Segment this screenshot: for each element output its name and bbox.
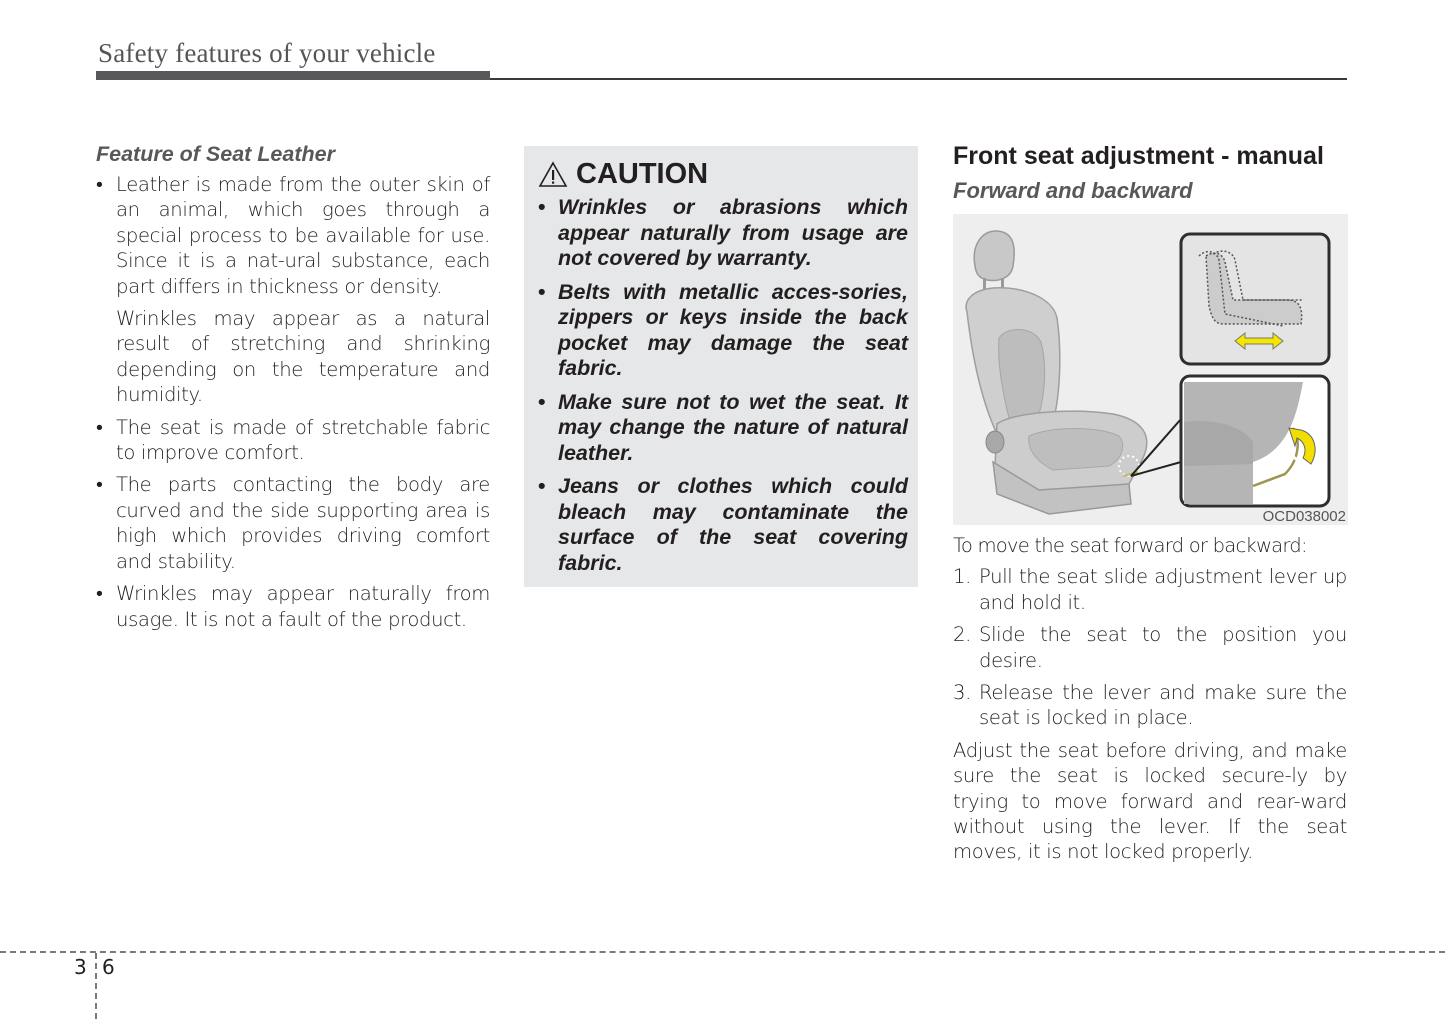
step-number: 2.: [953, 623, 971, 647]
caution-item-text: Jeans or clothes which could bleach may contaminate the surface of the seat covering fabric.: [558, 474, 908, 575]
chapter-number: 3: [74, 955, 87, 979]
seat-adjustment-instructions: [953, 533, 1347, 865]
bullet-icon: •: [96, 173, 103, 196]
running-header-title: Safety features of your vehicle: [98, 38, 436, 68]
list-item-text: Leather is made from the outer skin of an animal, which goes through a special process to be available for use. Since it is a nat-ural substance, each part differs in thickness or density.: [116, 173, 490, 298]
list-item: [96, 472, 490, 574]
steps-list: [953, 564, 1347, 730]
list-item: [538, 474, 908, 576]
list-item: [538, 280, 908, 382]
caution-item-text: Wrinkles or abrasions which appear naturally from usage are not covered by warranty.: [558, 195, 908, 270]
page-number: 6: [102, 955, 115, 979]
list-item-text: The seat is made of stretchable fabric to improve comfort.: [116, 415, 490, 465]
figure-code: OCD038002: [1262, 508, 1346, 525]
closing-paragraph: Adjust the seat before driving, and make sure the seat is locked secure-ly by trying to move forward and rear-ward without using the lever. If the seat moves, it is not locked properly.: [953, 738, 1347, 864]
seat-illustration: [953, 214, 1348, 525]
warning-triangle-icon: [538, 161, 568, 188]
list-item: [953, 564, 1347, 615]
bullet-icon: •: [96, 582, 103, 606]
section-subtitle: Forward and backward: [953, 178, 1193, 203]
footer-dashed-divider: [95, 953, 97, 1019]
list-item: [538, 195, 908, 272]
footer-dashed-rule: [0, 951, 1445, 953]
bullet-icon: •: [96, 415, 103, 439]
caution-item-text: Make sure not to wet the seat. It may change the nature of natural leather.: [558, 389, 908, 465]
list-item: [96, 172, 490, 408]
step-text: Release the lever and make sure the seat is locked in place.: [979, 681, 1347, 730]
list-item: [96, 581, 490, 632]
list-item-text: Wrinkles may appear as a natural result of stretching and shrinking depending on the temperature and humidity.: [116, 307, 490, 407]
caution-title: CAUTION: [576, 157, 709, 190]
list-item: [538, 390, 908, 467]
list-item: [953, 622, 1347, 673]
seat-drawing: [953, 214, 1348, 525]
bullet-icon: •: [538, 389, 546, 414]
header-bar: [96, 71, 490, 80]
header-rule: [490, 78, 1347, 80]
list-item: [953, 680, 1347, 731]
list-item-text: The parts contacting the body are curved and the side supporting area is high which provides driving comfort and stability.: [116, 473, 490, 573]
bullet-icon: •: [538, 195, 546, 219]
step-number: 1.: [953, 565, 971, 589]
caution-box: [524, 146, 918, 587]
list-item-text: Wrinkles may appear naturally from usage. It is not a fault of the product.: [116, 582, 490, 631]
leather-bullet-list: [96, 172, 490, 632]
bullet-icon: •: [538, 279, 546, 304]
bullet-icon: •: [538, 474, 546, 498]
step-text: Pull the seat slide adjustment lever up and hold it.: [979, 565, 1347, 614]
section-title: Front seat adjustment - manual: [953, 142, 1324, 170]
caution-header: [538, 156, 708, 192]
step-text: Slide the seat to the position you desire.: [979, 623, 1347, 672]
instructions-intro: To move the seat forward or backward:: [953, 534, 1307, 557]
seat-adjustment-section: [953, 140, 1347, 206]
list-item: [96, 415, 490, 466]
bullet-icon: •: [96, 473, 103, 497]
step-number: 3.: [953, 681, 971, 705]
leather-heading: Feature of Seat Leather: [96, 142, 335, 166]
caution-list: [538, 195, 908, 584]
leather-section: [96, 140, 490, 639]
caution-item-text: Belts with metallic acces-sories, zippers or keys inside the back pocket may damage the seat fabric.: [558, 279, 908, 380]
